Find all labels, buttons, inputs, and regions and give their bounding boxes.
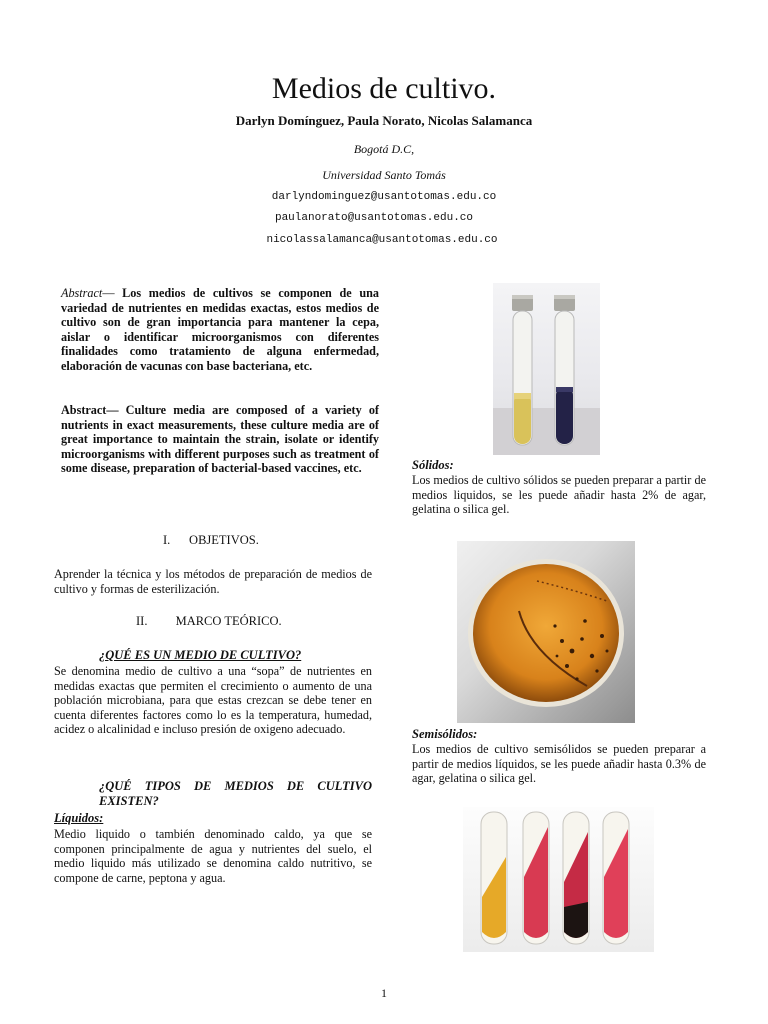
test-tubes-illustration: [493, 283, 600, 455]
abstract-dash: —: [102, 286, 115, 300]
semisolidos-heading: Semisólidos:: [412, 727, 478, 741]
abstract-spanish: [61, 286, 379, 374]
question-2-heading: ¿QUÉ TIPOS DE MEDIOS DE CULTIVO EXISTEN?: [99, 779, 372, 808]
section-1-title: OBJETIVOS.: [189, 533, 259, 547]
page-number: 1: [381, 986, 387, 1000]
liquidos-heading: Líquidos:: [54, 811, 104, 825]
test-tubes-photo: [493, 283, 600, 455]
slant-tubes-photo: [463, 807, 654, 952]
solidos-heading: Sólidos:: [412, 458, 454, 472]
solidos-text: Los medios de cultivo sólidos se pueden preparar a partir de medios liquidos, se les puede añadir hasta 2% de agar, gelatina o silica gel.: [412, 473, 706, 517]
email-3[interactable]: nicolassalamanca@usantotomas.edu.co: [266, 234, 498, 246]
author-list: Darlyn Domínguez, Paula Norato, Nicolas Salamanca: [235, 113, 533, 128]
slant-tubes-illustration: [463, 807, 654, 952]
petri-dish-photo: [457, 541, 635, 723]
paper-title: Medios de cultivo.: [271, 72, 497, 105]
section-2-title: MARCO TEÓRICO.: [175, 614, 282, 628]
section-2-heading: [136, 614, 282, 629]
email-2[interactable]: paulanorato@usantotomas.edu.co: [274, 212, 474, 224]
university: Universidad Santo Tomás: [322, 168, 446, 182]
question-1-heading: ¿QUÉ ES UN MEDIO DE CULTIVO?: [99, 648, 302, 662]
question-1-text: Se denomina medio de cultivo a una “sopa” de nutrientes en medidas exactas que permiten el crecimiento o aumento de una población microbiana, para que estas crezcan se debe tener en cuenta diferentes factores como lo es la temperatura, humedad, acidez o alcalinidad e incluso presión de oxigeno adecuado.: [54, 664, 372, 737]
section-2-number: II.: [136, 614, 148, 628]
abstract-label: Abstract: [61, 286, 103, 300]
section-1-heading: [163, 533, 259, 548]
section-1-number: I.: [163, 533, 171, 547]
abstract-spanish-text: Los medios de cultivos se componen de una variedad de nutrientes en medidas exactas, estos medios de cultivo son de gran importancia para mantener la cepa, aislar o identificar microorganismos con diferentes finalidades como tratamiento de alguna enfermedad, elaboración de vacunas con base bacteriana, etc.: [61, 286, 379, 373]
petri-dish-illustration: [457, 541, 635, 723]
email-1[interactable]: darlyndominguez@usantotomas.edu.co: [271, 191, 497, 203]
semisolidos-text: Los medios de cultivo semisólidos se pueden preparar a partir de medios líquidos, se les puede añadir hasta 0.3% de agar, gelatina o silica gel.: [412, 742, 706, 786]
abstract-english: Abstract— Culture media are composed of a variety of nutrients in exact measurements, these culture media are of great importance to maintain the strain, isolate or identify microorganisms with different purposes such as treatment of some disease, preparation of bacterial-based vaccines, etc.: [61, 403, 379, 476]
city: Bogotá D.C,: [353, 142, 415, 156]
section-1-text: Aprender la técnica y los métodos de preparación de medios de cultivo y formas de esterilización.: [54, 567, 372, 596]
liquidos-text: Medio liquido o también denominado caldo, ya que se componen principalmente de agua y nutrientes del suelo, el medio liquido más utilizado se denomina caldo nutritivo, se compone de carne, peptona y agua.: [54, 827, 372, 885]
